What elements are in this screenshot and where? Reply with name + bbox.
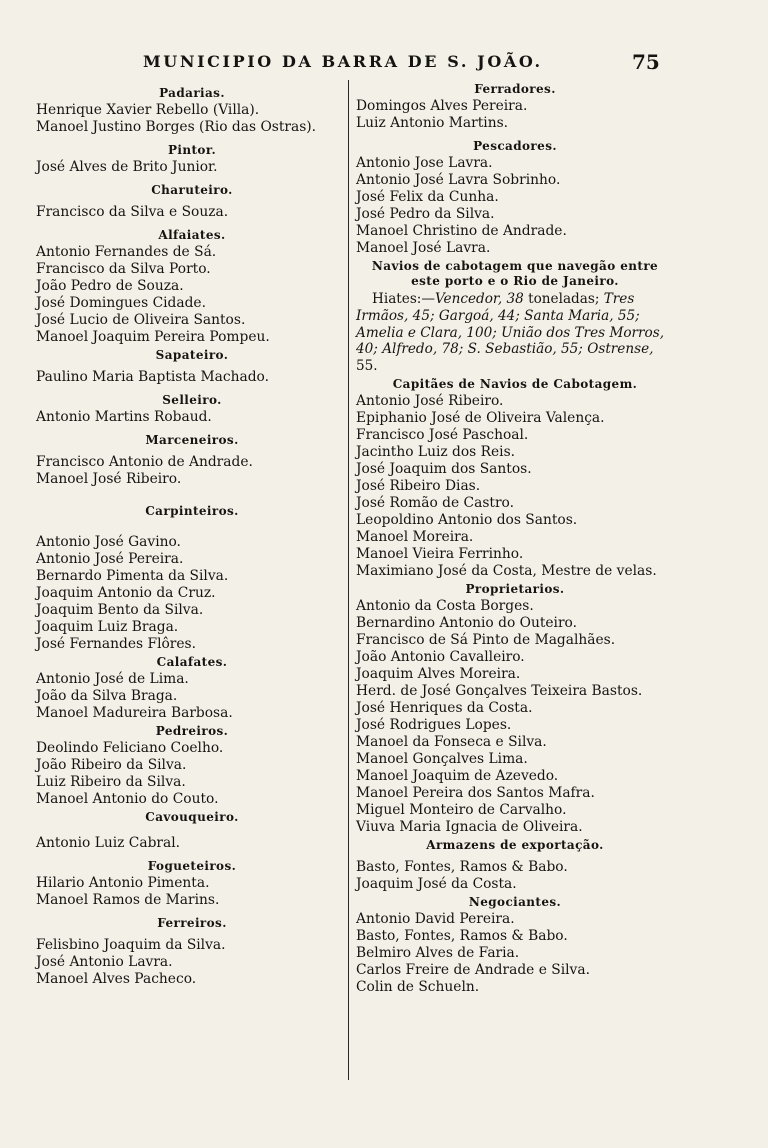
- list-item: Manoel José Lavra.: [356, 240, 491, 256]
- navios-paragraph: [356, 291, 674, 375]
- list-pescadores: [356, 155, 674, 257]
- list-item: Manoel Christino de Andrade.: [356, 223, 567, 239]
- list-item: Antonio José Lavra Sobrinho.: [356, 172, 561, 188]
- list-item: João Pedro de Souza.: [36, 278, 184, 294]
- list-item: Manoel da Fonseca e Silva.: [356, 733, 547, 750]
- navios-heading-line-1: Navios de cabotagem que navegão entre: [371, 259, 659, 273]
- section-heading-negociantes: Negociantes.: [468, 894, 562, 909]
- section-heading-calafates: Calafates.: [156, 655, 228, 669]
- list-item: Herd. de José Gonçalves Teixeira Bastos.: [356, 682, 643, 699]
- section-heading-pescadores: Pescadores.: [473, 139, 557, 153]
- list-item: José Lucio de Oliveira Santos.: [36, 312, 246, 328]
- list-calafates: [36, 671, 348, 722]
- list-item: Francisco de Sá Pinto de Magalhães.: [356, 631, 616, 648]
- list-alfaiates: [36, 244, 348, 346]
- section-heading-armazens: Armazens de exportação.: [426, 837, 604, 852]
- list-charuteiro: [36, 204, 348, 221]
- list-item: Antonio Luiz Cabral.: [36, 835, 181, 851]
- right-column: [356, 80, 674, 996]
- section-heading-cavouqueiro: Cavouqueiro.: [145, 810, 239, 824]
- list-item: José Alves de Brito Junior.: [36, 159, 218, 175]
- list-item: Manoel Gonçalves Lima.: [356, 750, 528, 767]
- list-item: Antonio David Pereira.: [356, 910, 515, 927]
- list-item: Paulino Maria Baptista Machado.: [36, 369, 270, 385]
- list-item: Luiz Antonio Martins.: [356, 115, 509, 131]
- list-item: Hilario Antonio Pimenta.: [36, 875, 210, 891]
- navios-ship-1: Vencedor, 38: [434, 291, 524, 307]
- list-item: Epiphanio José de Oliveira Valença.: [356, 409, 605, 426]
- navios-heading-line-2: este porto e o Rio de Janeiro.: [411, 274, 619, 288]
- running-title: MUNICIPIO DA BARRA DE S. JOÃO.: [143, 52, 543, 71]
- list-item: Manoel Alves Pacheco.: [36, 971, 197, 987]
- section-heading-marceneiros: Marceneiros.: [145, 433, 239, 447]
- navios-tail: 55.: [356, 358, 378, 375]
- list-item: Manoel Pereira dos Santos Mafra.: [356, 784, 595, 801]
- list-item: Antonio Fernandes de Sá.: [36, 244, 217, 260]
- list-selleiro: [36, 409, 348, 426]
- list-item: Antonio José Gavino.: [36, 534, 181, 550]
- list-item: Miguel Monteiro de Carvalho.: [356, 801, 567, 818]
- list-item: José Domingues Cidade.: [36, 295, 206, 311]
- list-item: Maximiano José da Costa, Mestre de velas.: [356, 562, 657, 579]
- section-heading-pedreiros: Pedreiros.: [155, 724, 229, 738]
- section-heading-selleiro: Selleiro.: [162, 393, 222, 407]
- list-item: Antonio Jose Lavra.: [356, 155, 493, 171]
- list-pedreiros: [36, 740, 348, 808]
- list-item: Francisco da Silva Porto.: [36, 261, 211, 277]
- list-item: Manoel Joaquim de Azevedo.: [356, 767, 559, 784]
- list-item: José Romão de Castro.: [356, 494, 514, 511]
- list-item: Joaquim Luiz Braga.: [36, 619, 179, 635]
- list-item: José Rodrigues Lopes.: [356, 716, 512, 733]
- list-item: José Antonio Lavra.: [36, 954, 173, 970]
- list-item: Manoel Moreira.: [356, 528, 474, 545]
- list-armazens: [356, 859, 674, 893]
- section-heading-navios: [356, 259, 674, 289]
- list-item: Antonio José de Lima.: [36, 671, 189, 687]
- section-heading-ferradores: Ferradores.: [474, 82, 556, 96]
- list-item: Felisbino Joaquim da Silva.: [36, 937, 226, 953]
- list-item: Belmiro Alves de Faria.: [356, 944, 520, 961]
- list-item: Joaquim Alves Moreira.: [356, 665, 521, 682]
- section-heading-capitaes: Capitães de Navios de Cabotagem.: [392, 376, 638, 391]
- list-item: Basto, Fontes, Ramos & Babo.: [356, 858, 568, 875]
- list-item: Manoel Madureira Barbosa.: [36, 705, 233, 721]
- list-item: Francisco Antonio de Andrade.: [36, 454, 253, 470]
- list-item: Francisco da Silva e Souza.: [36, 204, 229, 220]
- list-ferreiros: [36, 937, 348, 988]
- list-item: João Antonio Cavalleiro.: [356, 648, 525, 665]
- list-item: Bernardo Pimenta da Silva.: [36, 568, 229, 584]
- list-item: Manoel Joaquim Pereira Pompeu.: [36, 329, 270, 345]
- list-carpinteiros: [36, 534, 348, 653]
- list-item: Colin de Schueln.: [356, 978, 480, 995]
- page-header: [0, 52, 768, 78]
- list-item: José Felix da Cunha.: [356, 189, 499, 205]
- navios-tonnage-word: toneladas;: [523, 291, 604, 307]
- list-item: Joaquim Antonio da Cruz.: [36, 585, 216, 601]
- list-item: Antonio José Ribeiro.: [356, 392, 504, 409]
- page-number: 75: [632, 50, 660, 74]
- list-item: Joaquim José da Costa.: [356, 875, 517, 892]
- list-capitaes: [356, 393, 674, 580]
- list-item: Viuva Maria Ignacia de Oliveira.: [356, 818, 583, 835]
- list-item: João Ribeiro da Silva.: [36, 757, 187, 773]
- list-item: Carlos Freire de Andrade e Silva.: [356, 961, 590, 978]
- section-heading-proprietarios: Proprietarios.: [465, 581, 565, 596]
- navios-lead: Hiates:—: [372, 291, 435, 307]
- list-item: Francisco José Paschoal.: [356, 426, 529, 443]
- list-item: José Henriques da Costa.: [356, 699, 533, 716]
- list-item: Jacintho Luiz dos Reis.: [356, 443, 516, 460]
- list-sapateiro: [36, 369, 348, 386]
- list-item: Joaquim Bento da Silva.: [36, 602, 204, 618]
- list-item: Bernardino Antonio do Outeiro.: [356, 614, 578, 631]
- list-fogueteiros: [36, 875, 348, 909]
- list-item: Deolindo Feliciano Coelho.: [36, 740, 224, 756]
- list-item: Henrique Xavier Rebello (Villa).: [36, 102, 260, 118]
- left-column: [36, 84, 348, 988]
- list-item: João da Silva Braga.: [36, 688, 178, 704]
- list-item: Manoel Ramos de Marins.: [36, 892, 220, 908]
- section-heading-charuteiro: Charuteiro.: [151, 183, 233, 197]
- list-padarias: [36, 102, 348, 136]
- list-item: Manoel Antonio do Couto.: [36, 791, 219, 807]
- section-heading-alfaiates: Alfaiates.: [158, 228, 226, 242]
- list-marceneiros: [36, 454, 348, 488]
- list-ferradores: [356, 98, 674, 132]
- section-heading-padarias: Padarias.: [159, 86, 225, 100]
- list-cavouqueiro: [36, 835, 348, 852]
- list-item: Domingos Alves Pereira.: [356, 98, 528, 114]
- list-item: José Fernandes Flôres.: [36, 636, 197, 652]
- list-item: José Pedro da Silva.: [356, 206, 495, 222]
- list-item: Manoel Justino Borges (Rio das Ostras).: [36, 119, 317, 135]
- list-item: Leopoldino Antonio dos Santos.: [356, 511, 578, 528]
- section-heading-sapateiro: Sapateiro.: [155, 348, 229, 362]
- list-item: José Ribeiro Dias.: [356, 477, 481, 494]
- list-item: Manoel José Ribeiro.: [36, 471, 182, 487]
- list-pintor: [36, 159, 348, 176]
- list-item: Basto, Fontes, Ramos & Babo.: [356, 927, 568, 944]
- column-divider: [348, 80, 349, 1080]
- list-item: Antonio José Pereira.: [36, 551, 184, 567]
- section-heading-ferreiros: Ferreiros.: [157, 916, 227, 930]
- list-item: Manoel Vieira Ferrinho.: [356, 545, 524, 562]
- list-proprietarios: [356, 598, 674, 836]
- list-item: José Joaquim dos Santos.: [356, 460, 532, 477]
- section-heading-fogueteiros: Fogueteiros.: [147, 859, 237, 873]
- list-item: Antonio Martins Robaud.: [36, 409, 212, 425]
- list-item: Antonio da Costa Borges.: [356, 597, 534, 614]
- list-negociantes: [356, 911, 674, 996]
- list-item: Luiz Ribeiro da Silva.: [36, 774, 186, 790]
- section-heading-carpinteiros: Carpinteiros.: [145, 504, 239, 518]
- section-heading-pintor: Pintor.: [167, 143, 217, 157]
- navios-ships: Tres Irmãos, 45; Gargoá, 44; Santa Maria, 55; Amelia e Clara, 100; União dos Tres Morros, 40; Alfredo, 78; S. Sebastião, 55; Ostrense,: [356, 291, 665, 358]
